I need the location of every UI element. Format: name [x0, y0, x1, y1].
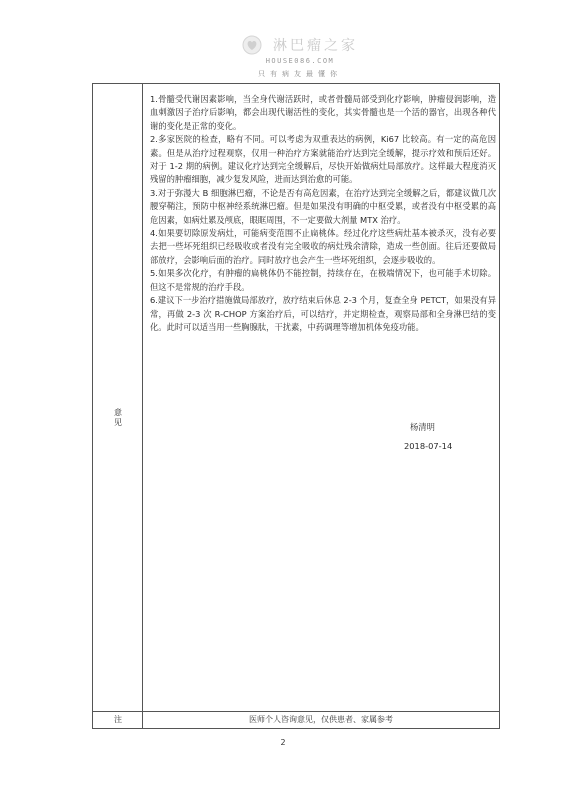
note-row: [93, 711, 499, 728]
watermark-row: [230, 34, 370, 55]
note-label: 注: [114, 715, 122, 724]
doctor-name: 杨清明: [410, 422, 435, 432]
opinion-content: [150, 93, 496, 334]
watermark-domain: HOUSE086.COM: [265, 56, 335, 65]
watermark: [230, 34, 370, 79]
paragraph-3: 3.对于弥漫大 B 细胞淋巴瘤，不论是否有高危因素，在治疗达到完全缓解之后，都建议做几次腰穿鞘注，预防中枢神经系统淋巴瘤。但是如果没有明确的中枢受累，或者没有中枢受累的高危因素，如病灶累及颅底，眼眶周围，不一定要做大剂量 MTX 治疗。: [150, 187, 496, 225]
watermark-title: 淋巴瘤之家: [273, 37, 359, 54]
heart-logo-icon: [242, 35, 262, 55]
paragraph-5: 5.如果多次化疗，有肿瘤的扁桃体仍不能控制，持续存在，在极端情况下，也可能手术切除。但这不是常规的治疗手段。: [150, 268, 496, 292]
paragraph-4: 4.如果要切除原发病灶，可能病变范围不止扁桃体。经过化疗这些病灶基本被杀灭，没有必要去把一些坏死组织已经吸收或者没有完全吸收的病灶残余清除，造成一些创面。往后还要做局部放疗，会影响后面的治疗。同时放疗也会产生一些坏死组织，会逐步吸收的。: [150, 228, 496, 265]
opinion-label-text: 意 见: [114, 408, 122, 427]
opinion-label: [93, 408, 143, 428]
paragraph-1: 1.骨髓受代谢因素影响，当全身代谢活跃时，或者骨髓局部受到化疗影响，肿瘤侵润影响，造血刺激因子治疗后影响，都会出现代谢活性的变化，其实骨髓也是一个活的器官，出现各种代谢的变化是正常的变化。: [150, 94, 496, 131]
footer-note: 医师个人咨询意见，仅供患者、家属参考: [249, 715, 393, 724]
paragraph-6: 6.建议下一步治疗措施做局部放疗，放疗结束后休息 2-3 个月，复查全身 PETCT，如果没有异常，再做 2-3 次 R-CHOP 方案治疗后，可以结疗，并定期检查，观察局部和全身淋巴结的变化。此时可以适当用一些胸腺肽，干扰素，中药调理等增加机体免疫功能。: [150, 295, 496, 332]
signature-date: 2018-07-14: [404, 441, 453, 451]
signature-block: [404, 421, 484, 453]
label-column: [93, 84, 143, 728]
page-number: 2: [280, 738, 286, 747]
watermark-slogan: 只有病友最懂你: [258, 69, 342, 78]
paragraph-2: 2.多家医院的检查，略有不同。可以考虑为双重表达的病例，Ki67 比较高。有一定的高危因素。但是从治疗过程观察，仅用一种治疗方案就能治疗达到完全缓解，提示疗效和预后还好。对于 1-2 期的病例。建议化疗达到完全缓解后，尽快开始做病灶局部放疗。这样最大程度消灭残留的肿瘤细胞，减少复发风险，进而达到治愈的可能。: [150, 134, 496, 185]
